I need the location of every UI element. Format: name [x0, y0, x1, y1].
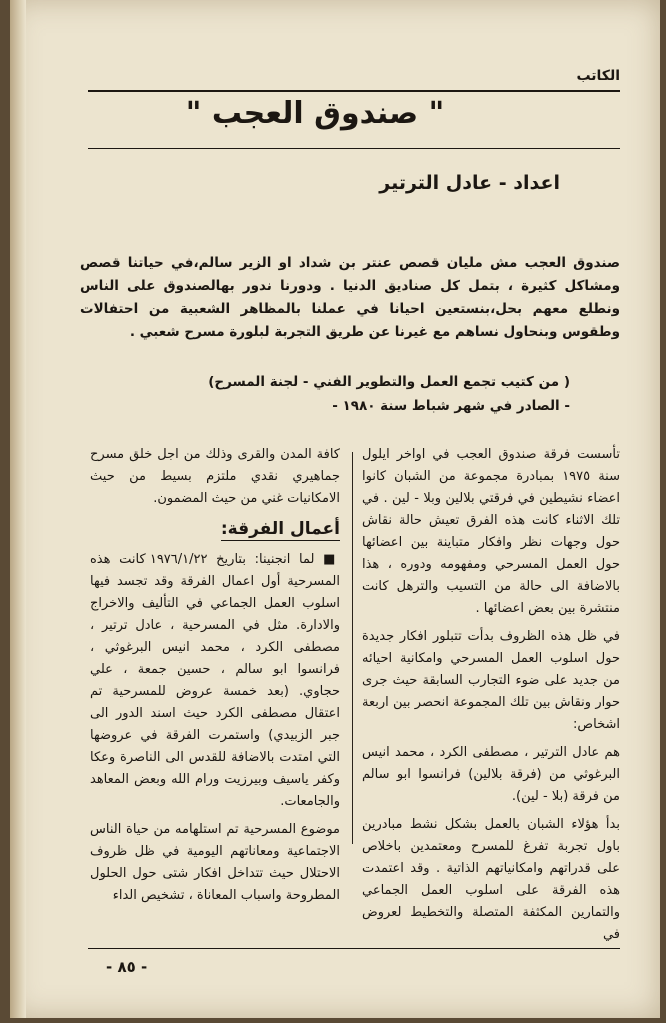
right-column — [362, 444, 620, 952]
source-citation — [120, 370, 570, 418]
source-line-1: ( من كتيب تجمع العمل والتطوير الفني - لجنة المسرح) — [208, 374, 570, 390]
source-line-2: - الصادر في شهر شباط سنة ١٩٨٠ - — [332, 398, 570, 414]
page-number: - ٨٥ - — [106, 958, 148, 976]
title-rule — [88, 148, 620, 149]
paragraph: كافة المدن والقرى وذلك من اجل خلق مسرح جماهيري نقدي ملتزم بسيط من حيث الامكانيات غني من حيث المضمون. — [90, 447, 340, 506]
section-heading: أعمال الفرقة: — [220, 519, 340, 539]
article-intro: صندوق العجب مش مليان قصص عنتر بن شداد او الزير سالم،في حياتنا قصص ومشاكل كثيرة ، بتمل كل صناديق الدنيا . ودورنا ندور بهالصندوق على الناس ونطلع معهم بحل،بنستعين احيانا في عملنا بالمظاهر الشعبية من احتفالات وطقوس وبنحاول نساهم مع غيرنا عن طريق التجربة لبلورة مسرح شعبي . — [80, 255, 620, 340]
left-column — [90, 444, 340, 913]
paragraph: تأسست فرقة صندوق العجب في اواخر ايلول سنة ١٩٧٥ بمبادرة مجموعة من الشبان كانوا اعضاء نشيطين في فرقتي بلالين وبلا - لين . في تلك الاثناء كانت هذه الفرق تعيش حالة نقاش حول وجهات نظر وافكار متباينة بين اعضائها حول العمل المسرحي ومفهومه ودوره ، هذا بالاضافة الى حالة من التسيب والترهل كانت منتشرة بين بعض اعضائها . — [362, 447, 620, 616]
article-title: " صندوق العجب " — [185, 96, 445, 131]
top-rule — [88, 90, 620, 92]
paragraph: هم عادل الترتير ، مصطفى الكرد ، محمد انيس البرغوثي من (فرقة بلالين) فرانسوا ابو سالم من فرقة (بلا - لين). — [362, 745, 620, 804]
paragraph: بدأ هؤلاء الشبان بالعمل بشكل نشط مبادرين باول تجربة تفرغ للمسرح ومعتمدين باخلاص على قدراتهم وامكانياتهم الذاتية . وقد اعتمدت هذه الفرقة على اسلوب العمل الجماعي والتمارين المكثفة المتصلة والتخطيط لعروض في — [362, 817, 620, 942]
article-author: اعداد - عادل الترتير — [379, 172, 560, 194]
column-divider — [352, 452, 353, 844]
bottom-rule — [88, 948, 620, 949]
paragraph: ■ لما انجنينا: بتاريخ ١٩٧٦/١/٢٢ كانت هذه المسرحية أول اعمال الفرقة وقد تجسد فيها اسلوب العمل الجماعي في التأليف والاخراج والادارة. مثل في المسرحية ، عادل ترتير ، مصطفى الكرد ، محمد انيس البرغوثي ، فرانسوا ابو سالم ، حسين جمعة ، علي حجاوي. (بعد خمسة عروض للمسرحية تم اعتقال مصطفى الكرد حيث اسند الدور الى جبر الزبيدي) واستمرت الفرقة في عروضها التي امتدت بالاضافة للقدس الى الناصرة وعكا وكفر ياسيف وبيرزيت ورام الله وبعض المعاهد والجامعات. — [90, 552, 340, 809]
paragraph: موضوع المسرحية تم استلهامه من حياة الناس الاجتماعية ومعاناتهم اليومية في ظل ظروف الاحتلال حيث تتداخل افكار شتى حول الحلول المطروحة واسباب المعاناة ، تشخيص الداء — [90, 822, 340, 903]
paragraph: في ظل هذه الظروف بدأت تتبلور افكار جديدة حول اسلوب العمل المسرحي وامكانية احيائه من جديد على ضوء التجارب السابقة حيث جرى حوار ونقاش بين تلك المجموعة انحصر بين اربعة اشخاص: — [362, 629, 620, 732]
section-label: الكاتب — [576, 68, 620, 84]
page-binding-edge — [10, 0, 26, 1018]
document-page — [10, 0, 660, 1018]
